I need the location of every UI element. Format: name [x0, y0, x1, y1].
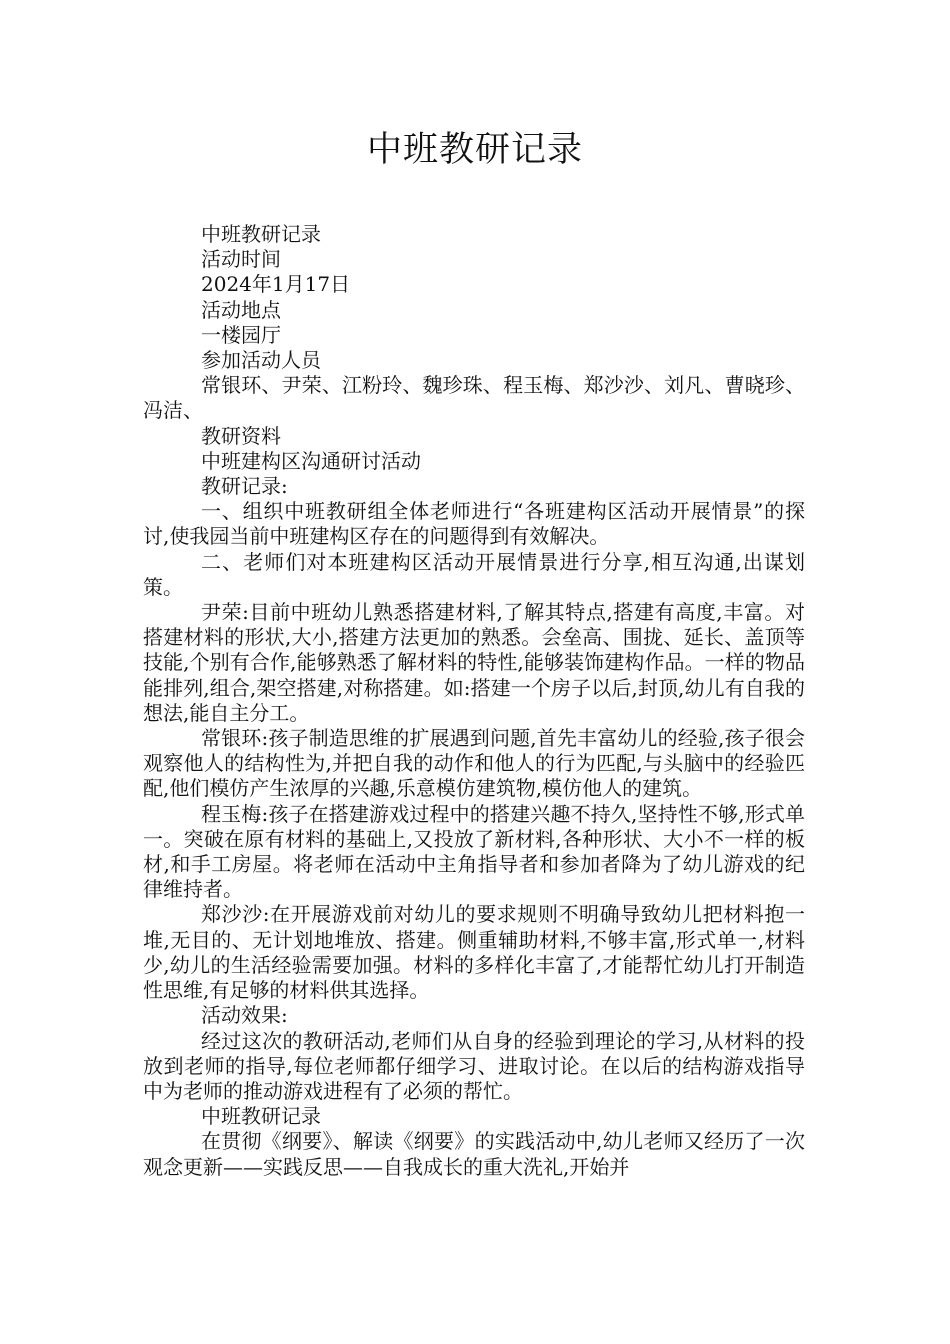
paragraph-zheng-shasha: 郑沙沙:在开展游戏前对幼儿的要求规则不明确导致幼儿把材料抱一堆,无目的、无计划地堆放、搭建。侧重辅助材料,不够丰富,形式单一,材料少,幼儿的生活经验需要加强。材料的多样化丰富了,才能帮忙幼儿打开制造性思维,有足够的材料供其选择。 — [143, 902, 805, 1003]
value-participants: 常银环、尹荣、江粉玲、魏珍珠、程玉梅、郑沙沙、刘凡、曹晓珍、冯洁、 — [143, 373, 805, 423]
document-body — [143, 222, 805, 1180]
label-activity-time: 活动时间 — [201, 247, 281, 272]
paragraph-activity-effect: 经过这次的教研活动,老师们从自身的经验到理论的学习,从材料的投放到老师的指导,每位老师都仔细学习、进取讨论。在以后的结构游戏指导中为老师的推动游戏进程有了必须的帮忙。 — [143, 1028, 805, 1103]
label-research-material: 教研资料 — [201, 423, 281, 448]
paragraph-item-1: 一、组织中班教研组全体老师进行“各班建构区活动开展情景”的探讨,使我园当前中班建构区存在的问题得到有效解决。 — [143, 499, 805, 549]
value-activity-date: 2024年1月17日 — [201, 272, 351, 297]
paragraph-second-heading: 中班教研记录 — [201, 1104, 321, 1129]
paragraph-item-2: 二、老师们对本班建构区活动开展情景进行分享,相互沟通,出谋划策。 — [143, 549, 805, 599]
value-research-material: 中班建构区沟通研讨活动 — [201, 448, 421, 473]
paragraph-yin-rong: 尹荣:目前中班幼儿熟悉搭建材料,了解其特点,搭建有高度,丰富。对搭建材料的形状,大小,搭建方法更加的熟悉。会垒高、围拢、延长、盖顶等技能,个别有合作,能够熟悉了解材料的特性,能够装饰建构作品。一样的物品能排列,组合,架空搭建,对称搭建。如:搭建一个房子以后,封顶,幼儿有自我的想法,能自主分工。 — [143, 600, 805, 725]
label-activity-effect: 活动效果: — [201, 1003, 288, 1028]
paragraph-outline-practice: 在贯彻《纲要》、解读《纲要》的实践活动中,幼儿老师又经历了一次观念更新——实践反思——自我成长的重大洗礼,开始并 — [143, 1129, 805, 1179]
label-research-record: 教研记录: — [201, 474, 288, 499]
document-title: 中班教研记录 — [366, 130, 583, 170]
label-activity-location: 活动地点 — [201, 297, 281, 322]
value-activity-location: 一楼园厅 — [201, 322, 281, 347]
paragraph-cheng-yumei: 程玉梅:孩子在搭建游戏过程中的搭建兴趣不持久,坚持性不够,形式单一。突破在原有材料的基础上,又投放了新材料,各种形状、大小不一样的板材,和手工房屋。将老师在活动中主角指导者和参加者降为了幼儿游戏的纪律维持者。 — [143, 801, 805, 902]
paragraph-chang-yinhuan: 常银环:孩子制造思维的扩展遇到问题,首先丰富幼儿的经验,孩子很会观察他人的结构性为,并把自我的动作和他人的行为匹配,与头脑中的经验匹配,他们模仿产生浓厚的兴趣,乐意模仿建筑物,模仿他人的建筑。 — [143, 726, 805, 801]
paragraph-heading: 中班教研记录 — [201, 222, 321, 246]
label-participants: 参加活动人员 — [201, 348, 321, 373]
